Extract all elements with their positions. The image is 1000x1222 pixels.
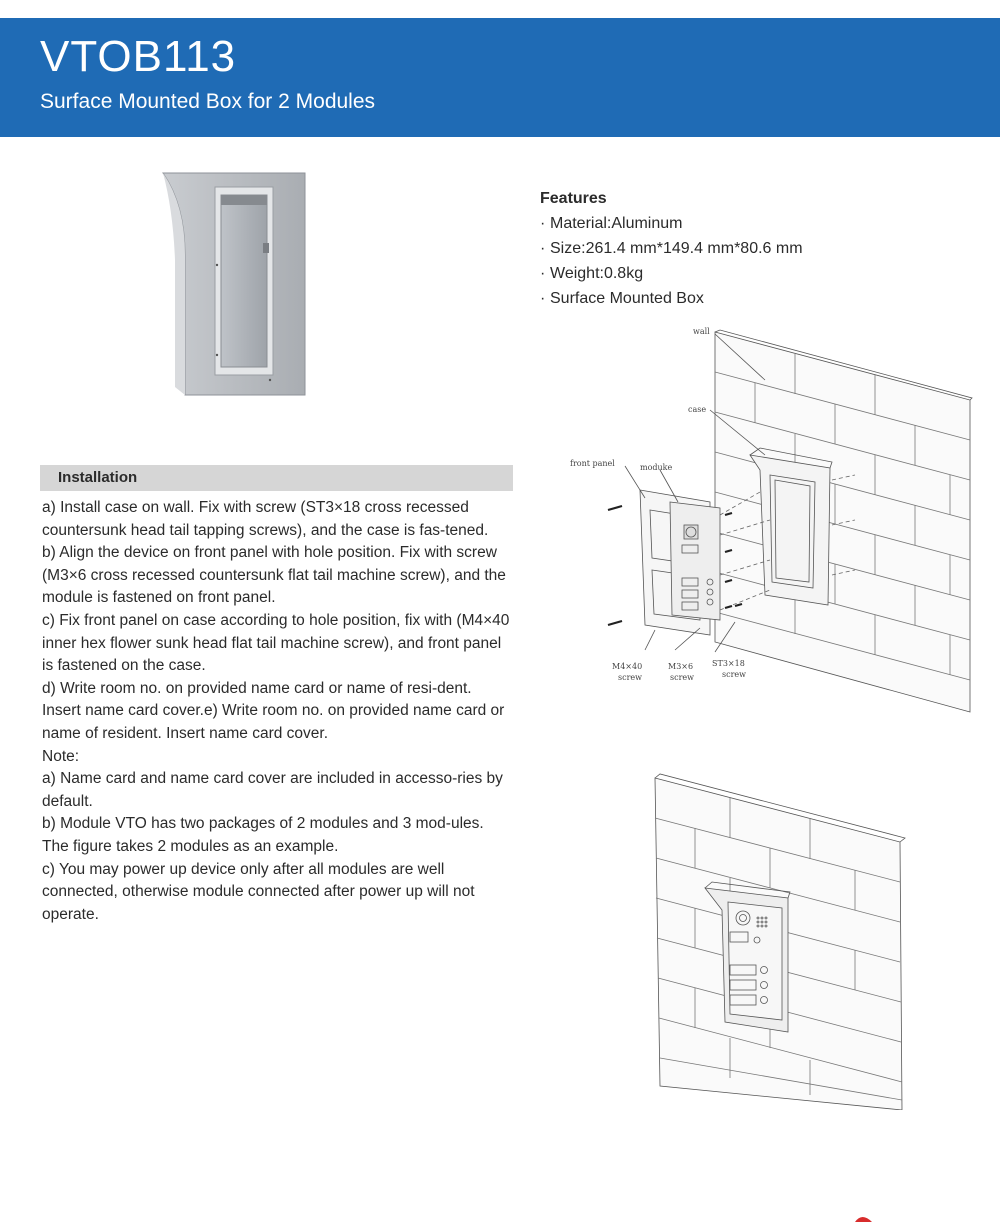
label-screw-m4-b: screw [618,673,642,682]
label-wall: wall [693,327,710,336]
page-title: VTOB113 [40,32,237,81]
note-b: b) Module VTO has two packages of 2 modules and 3 mod-ules. The figure takes 2 modules as an example. [42,815,484,855]
feature-type: · Surface Mounted Box [540,286,940,311]
label-screw-m3: M3×6 [668,662,694,671]
feature-size: · Size:261.4 mm*149.4 mm*80.6 mm [540,236,940,261]
label-screw-m3-b: screw [670,673,694,682]
page-subtitle: Surface Mounted Box for 2 Modules [40,90,376,113]
header-banner [0,18,1000,137]
feature-material: · Material:Aluminum [540,211,940,236]
install-step-d: d) Write room no. on provided name card or name of resi-dent. Insert name card cover.e) Write room no. on provided name card or name of resident. Insert name card cover. [42,679,505,742]
product-photo [155,165,315,405]
label-screw-st3-b: screw [722,670,746,679]
installation-title: Installation [58,469,138,486]
installed-view-diagram [640,770,910,1110]
installation-heading-bar [40,465,513,491]
note-heading: Note: [42,747,80,765]
label-module: moduke [640,463,673,472]
installation-exploded-diagram [560,320,980,720]
label-front-panel: front panel [570,459,615,468]
label-screw-st3: ST3×18 [712,659,745,668]
red-logo-fragment [850,1212,910,1222]
install-step-c: c) Fix front panel on case according to hole position, fix with (M4×40 inner hex flower sunk head flat tail machine screw), and front panel is fastened on the case. [42,611,510,675]
features-section [540,186,940,311]
features-title: Features [540,190,607,207]
install-step-a: a) Install case on wall. Fix with screw (ST3×18 cross recessed countersunk head tail tapping screws), and the case is fas-tened. [42,499,489,539]
note-a: a) Name card and name card cover are included in accesso-ries by default. [42,770,503,810]
label-screw-m4: M4×40 [612,662,643,671]
feature-weight: · Weight:0.8kg [540,261,940,286]
label-case: case [688,405,707,414]
installation-text [42,497,512,926]
note-c: c) You may power up device only after all modules are well connected, otherwise module connected after power up will not operate. [42,860,475,923]
install-step-b: b) Align the device on front panel with hole position. Fix with screw (M3×6 cross recessed countersunk flat tail machine screw), and the module is fastened on front panel. [42,544,506,607]
